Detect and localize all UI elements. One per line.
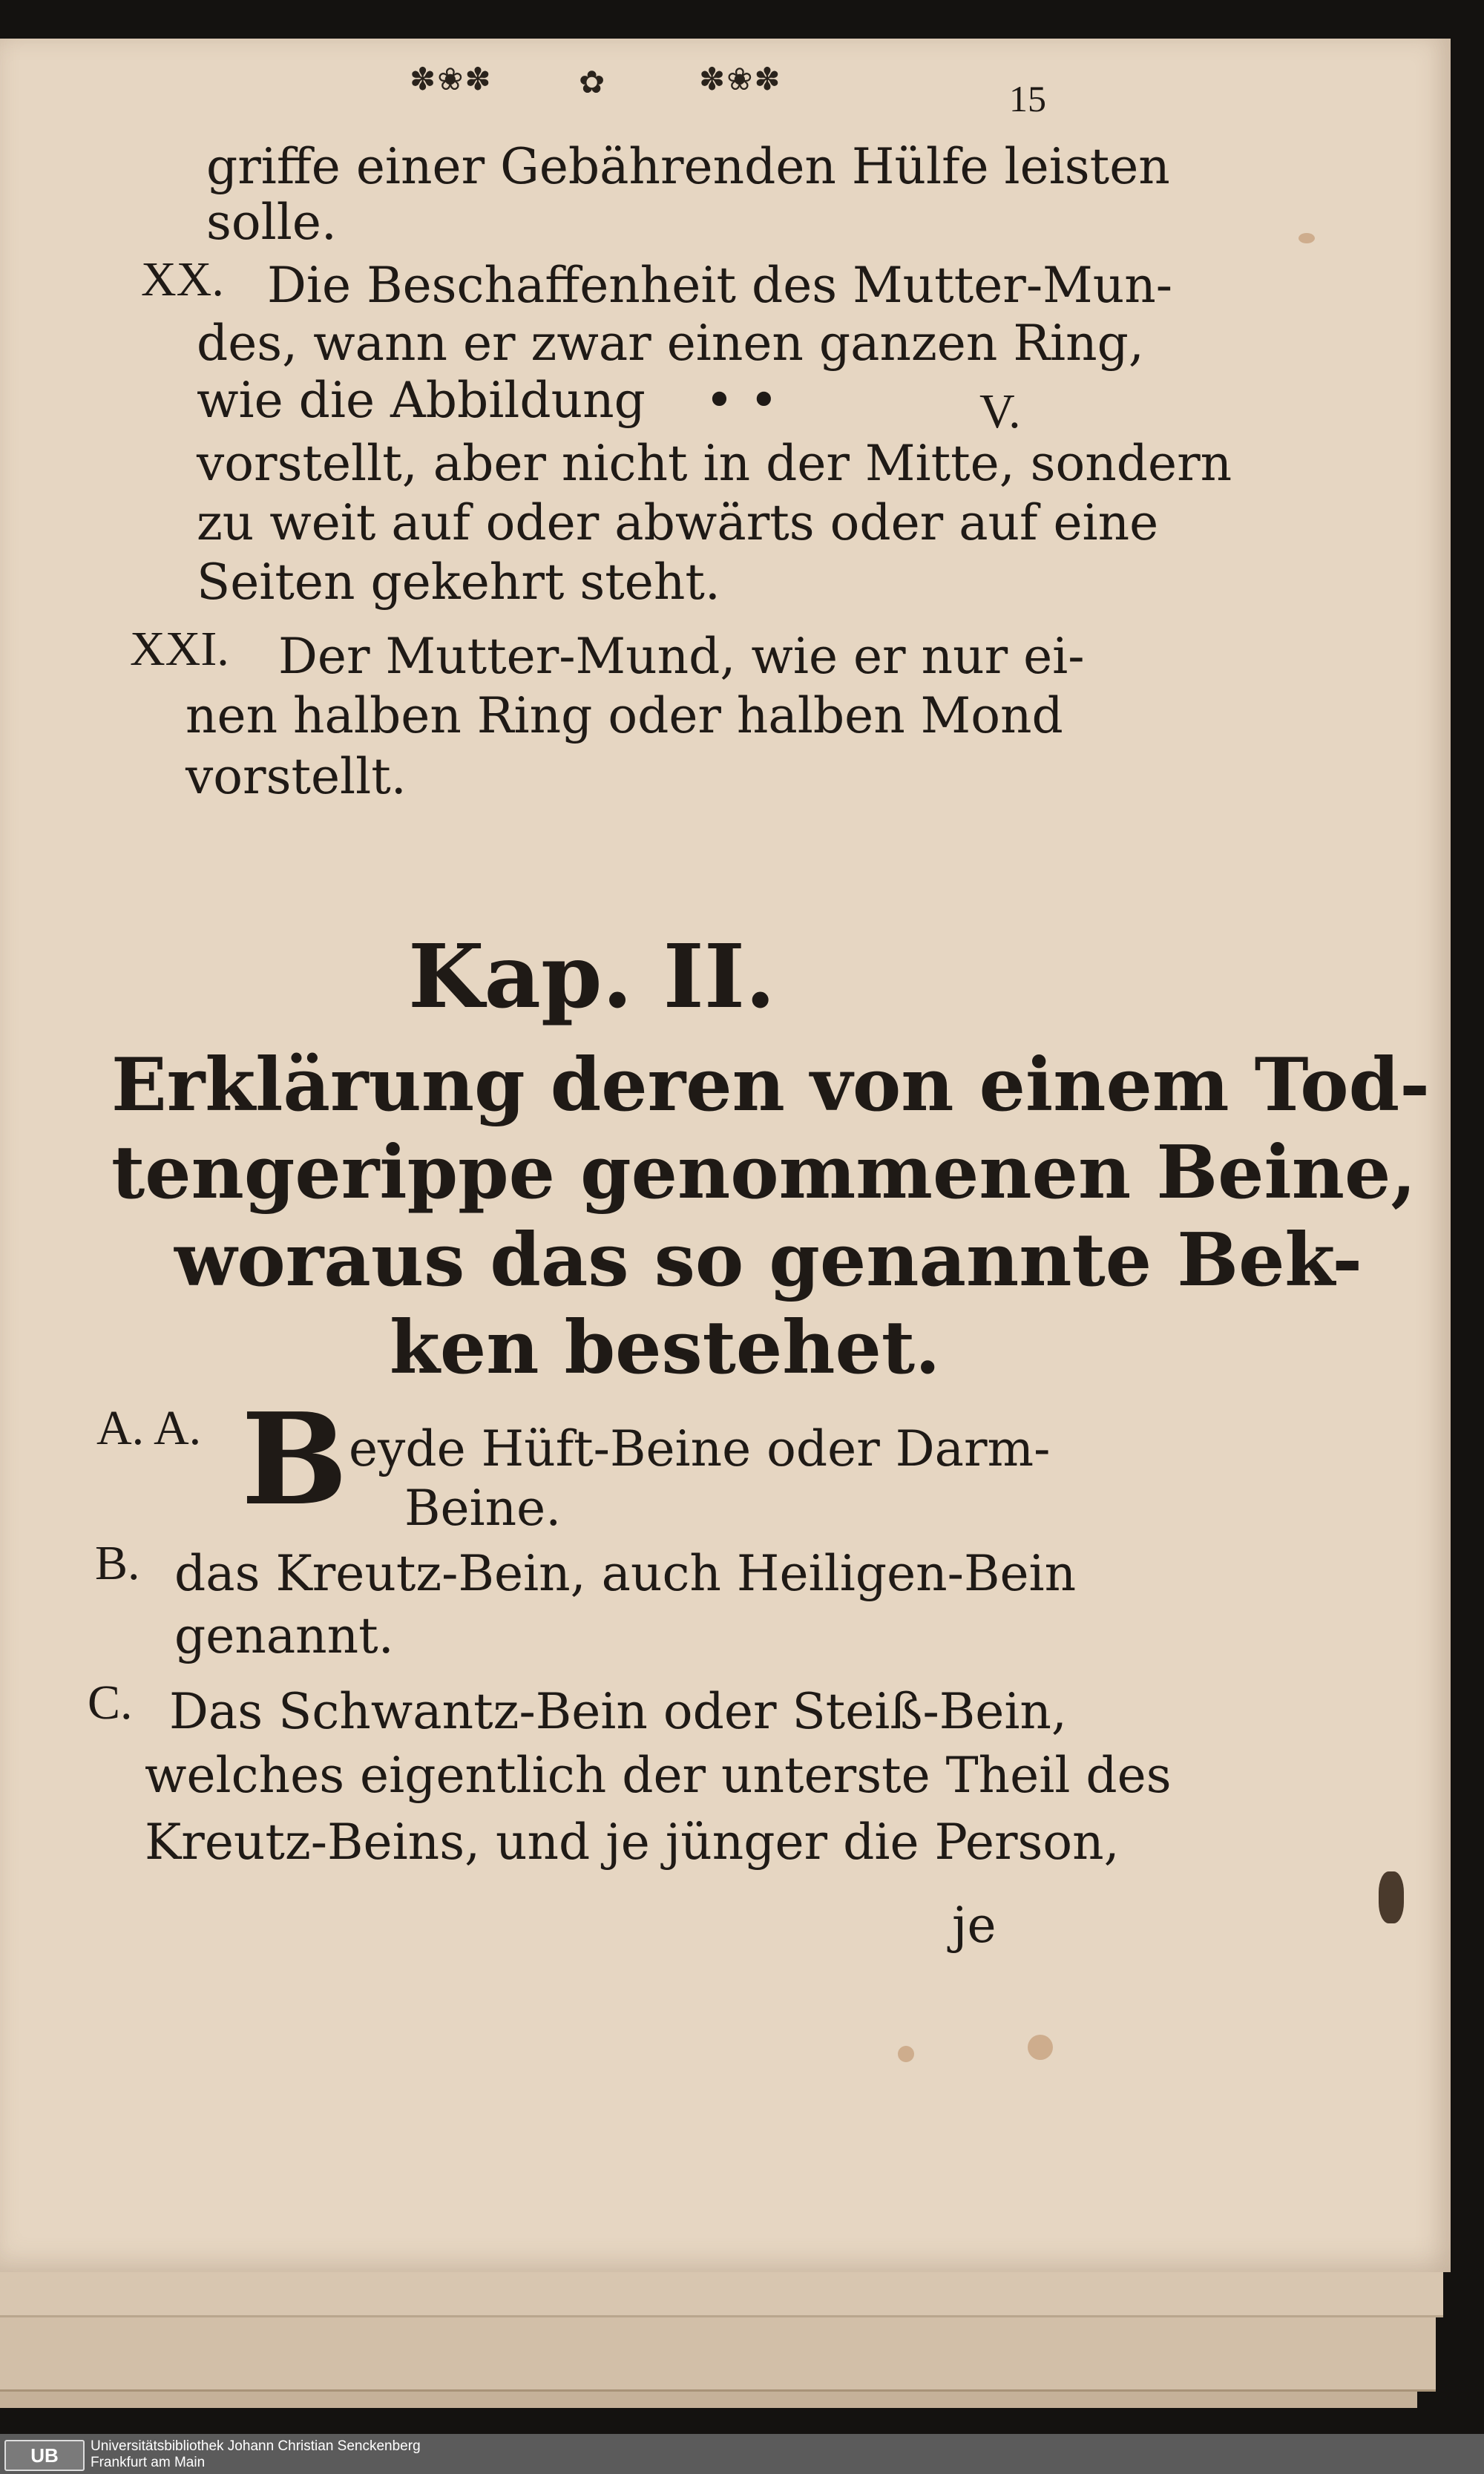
text-line: vorstellt. [186,748,407,805]
figure-reference: V. [979,384,1021,439]
item-label: XX. [141,252,224,306]
page-number: 15 [1009,78,1046,119]
paper-stain [1028,2035,1053,2060]
text-line: Der Mutter-Mund, wie er nur ei- [278,628,1085,685]
text-line: des, wann er zwar einen ganzen Ring, [197,315,1144,372]
text-line: griffe einer Gebährenden Hülfe leisten [206,138,1170,195]
text-line: genannt. [174,1607,394,1664]
chapter-heading-line: Erklärung deren von einem Tod- [111,1043,1430,1128]
item-label: XXI. [130,622,229,676]
paper-stain [898,2046,914,2062]
footer-bar [0,2434,1484,2474]
text-line: Das Schwantz-Bein oder Steiß-Bein, [169,1683,1067,1740]
chapter-heading-line: woraus das so genannte Bek- [174,1218,1363,1303]
text-line: vorstellt, aber nicht in der Mitte, sondern [197,435,1232,492]
footer-institution: Universitätsbibliothek Johann Christian Senckenberg [91,2438,421,2454]
item-label: A. A. [96,1401,202,1455]
chapter-title: Kap. II. [408,925,776,1028]
text-line: eyde Hüft-Beine oder Darm- [349,1420,1051,1477]
text-line: nen halben Ring oder halben Mond [186,687,1063,744]
item-label: C. [88,1676,133,1730]
text-line: zu weit auf oder abwärts oder auf eine [197,494,1159,551]
catchword: je [952,1897,997,1954]
text-line: Kreutz-Beins, und je jünger die Person, [145,1814,1120,1871]
header-ornament-left: ✽❀✽ [410,61,493,97]
library-logo: UB [4,2440,85,2471]
text-line: das Kreutz-Bein, auch Heiligen-Bein [174,1545,1077,1602]
text-line: • • [705,372,778,429]
text-line: Die Beschaffenheit des Mutter-Mun- [267,257,1173,314]
text-line: Beine. [404,1480,562,1537]
book-page [0,39,1451,2272]
text-line: solle. [206,194,337,251]
paper-hole [1379,1871,1404,1923]
page-edge-bottom-2 [0,2308,1436,2392]
chapter-heading-line: ken bestehet. [390,1305,941,1391]
item-label: B. [95,1536,140,1590]
text-line: wie die Abbildung [197,372,646,429]
header-ornament-right: ✽❀✽ [699,61,782,97]
paper-stain [1298,233,1315,243]
text-line: welches eigentlich der unterste Theil des [145,1747,1172,1804]
footer-city: Frankfurt am Main [91,2455,206,2470]
text-line: Seiten gekehrt steht. [197,554,720,611]
drop-cap: B [241,1385,348,1534]
chapter-heading-line: tengerippe genommenen Beine, [111,1130,1416,1215]
header-ornament-center: ✿ [579,64,607,100]
